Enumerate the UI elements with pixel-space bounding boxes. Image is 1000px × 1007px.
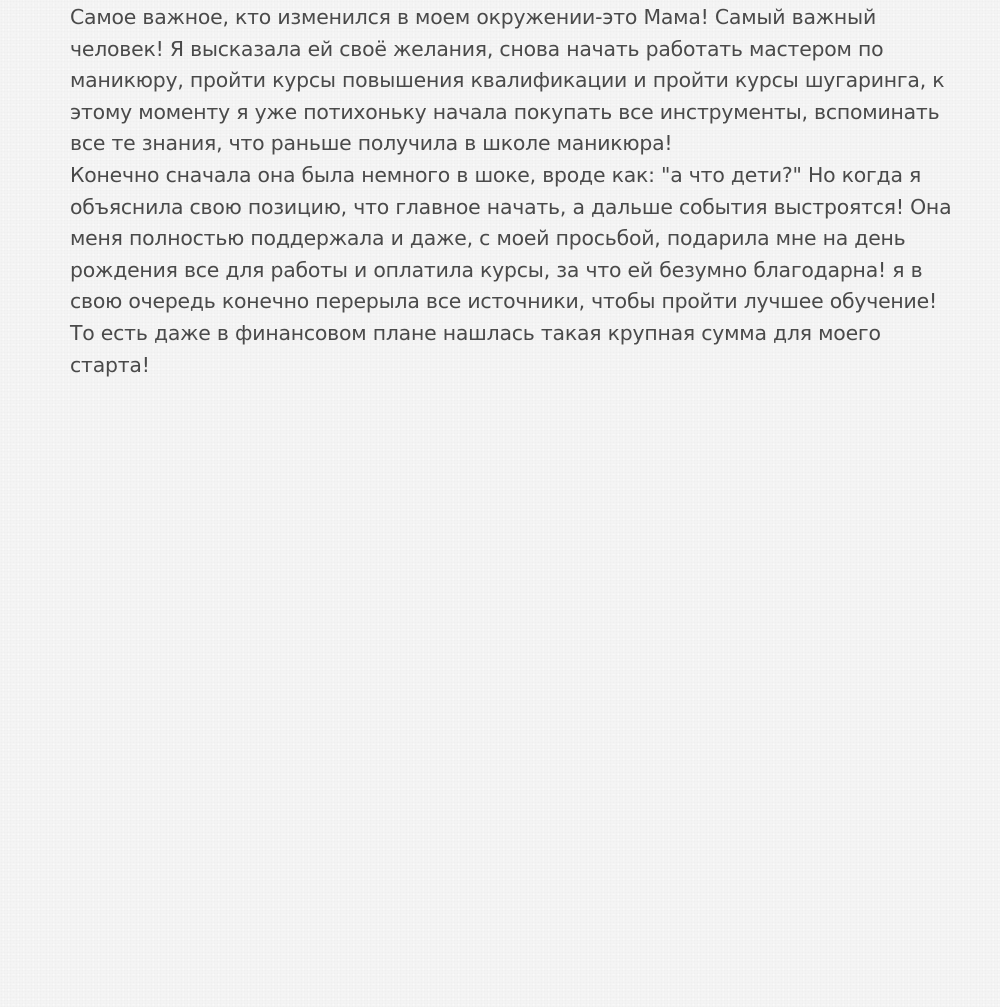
note-line: Самое важное, кто изменился в моем окружении-это Мама! Самый важный — [70, 5, 876, 29]
note-line: То есть даже в финансовом плане нашлась такая крупная сумма для моего — [70, 320, 881, 345]
note-line: маникюру, пройти курсы повышения квалификации и пройти курсы шугаринга, к — [70, 68, 945, 93]
note-line: меня полностью поддержала и даже, с моей просьбой, подарила мне на день — [70, 226, 906, 251]
note-line: объяснила свою позицию, что главное начать, а дальше события выстроятся! Она — [70, 194, 952, 219]
note-line: человек! Я высказала ей своё желания, снова начать работать мастером по — [70, 36, 884, 61]
note-line: Конечно сначала она была немного в шоке, вроде как: "а что дети?" Но когда я — [70, 162, 922, 187]
note-line: рождения все для работы и оплатила курсы, за что ей безумно благодарна! я в — [70, 257, 923, 282]
note-line: этому моменту я уже потихоньку начала покупать все инструменты, вспоминать — [70, 99, 940, 124]
note-line: свою очередь конечно перерыла все источники, чтобы пройти лучшее обучение! — [70, 289, 937, 314]
note-line: старта! — [70, 352, 150, 377]
note-body-text[interactable] — [70, 2, 950, 381]
note-line: все те знания, что раньше получила в школе маникюра! — [70, 131, 673, 156]
